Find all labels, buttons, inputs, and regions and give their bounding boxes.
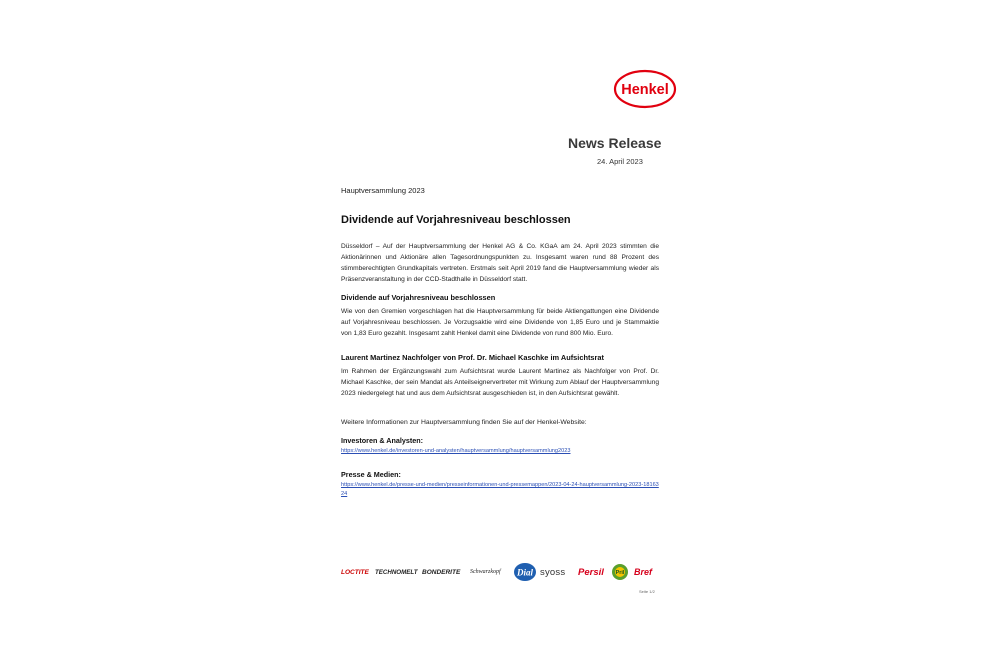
bonderite-logo: BONDERITE xyxy=(422,568,461,576)
section-board-body: Im Rahmen der Ergänzungswahl zum Aufsichtsrat wurde Laurent Martinez als Nachfolger von Prof. Dr. Michael Kaschke, der sein Mandat als Anteilseignervertreter mit Wirkung zum Ablauf der Hauptversammlung 2023 niedergelegt hat und aus dem Aufsichtsrat ausgeschieden ist, in den Aufsichtsrat gewählt. xyxy=(341,368,659,397)
henkel-logo xyxy=(613,69,677,109)
press-label: Presse & Medien: xyxy=(341,470,401,479)
persil-logo: Persil xyxy=(578,566,604,578)
section-dividend-body: Wie von den Gremien vorgeschlagen hat die Hauptversammlung für beide Aktiengattungen eine Dividende auf Vorjahresniveau beschlossen. Je Vorzugsaktie wird eine Dividende von 1,85 Euro und je Stammaktie von 1,83 Euro gezahlt. Insgesamt zahlt Henkel damit eine Dividende von rund 800 Mio. Euro. xyxy=(341,308,659,337)
bref-logo: Bref xyxy=(634,567,653,577)
investors-link[interactable]: https://www.henkel.de/investoren-und-analysten/hauptversammlung/hauptversammlung2023 xyxy=(341,448,571,454)
loctite-logo: LOCTITE xyxy=(341,568,369,576)
investors-label: Investoren & Analysten: xyxy=(341,436,424,445)
technomelt-logo: TECHNOMELT xyxy=(375,568,418,576)
dial-logo xyxy=(513,561,537,583)
section-dividend-title: Dividende auf Vorjahresniveau beschlossen xyxy=(341,293,496,302)
schwarzkopf-logo: Schwarzkopf xyxy=(470,569,501,575)
article-body xyxy=(341,186,659,499)
svg-text:Dial: Dial xyxy=(516,567,534,578)
document-title: News Release xyxy=(568,135,662,151)
intro-paragraph: Düsseldorf – Auf der Hauptversammlung der Henkel AG & Co. KGaA am 24. April 2023 stimmten die Aktionärinnen und Aktionäre allen Tagesordnungspunkten zu. Insgesamt waren rund 88 Prozent des stimmberechtigten Grundkapitals vertreten. Erstmals seit April 2019 fand die Hauptversammlung wieder als Präsenzveranstaltung in der CCD-Stadthalle in Düsseldorf statt. xyxy=(341,243,659,283)
section-board-title: Laurent Martinez Nachfolger von Prof. Dr. Michael Kaschke im Aufsichtsrat xyxy=(341,353,604,362)
syoss-logo: syoss xyxy=(540,566,566,578)
pril-logo xyxy=(611,561,629,583)
svg-text:Henkel: Henkel xyxy=(621,82,669,98)
kicker: Hauptversammlung 2023 xyxy=(341,186,425,195)
brand-logo-strip xyxy=(341,561,659,583)
page-number: Seite 1/2 xyxy=(639,589,655,594)
more-info-text: Weitere Informationen zur Hauptversammlung finden Sie auf der Henkel-Website: xyxy=(341,419,587,426)
headline: Dividende auf Vorjahresniveau beschlossen xyxy=(341,214,571,226)
release-date: 24. April 2023 xyxy=(597,157,643,166)
svg-text:Pril: Pril xyxy=(615,570,625,577)
press-link[interactable]: https://www.henkel.de/presse-und-medien/presseinformationen-und-pressemappen/2023-04-24-hauptversammlung-2023-1816324 xyxy=(341,482,659,497)
